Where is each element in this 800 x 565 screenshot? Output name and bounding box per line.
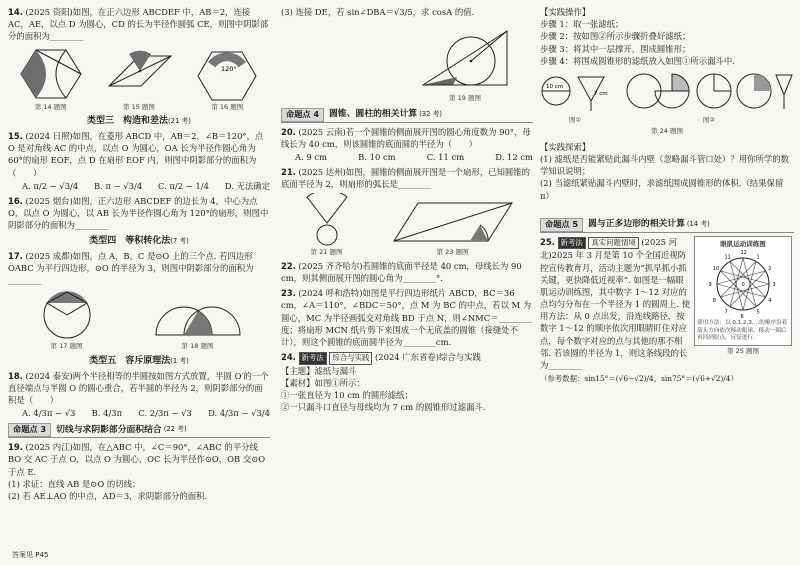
slant-label: 7 cm [594, 90, 608, 97]
question-text: 若圆锥的底面半径是 40 cm，母线长为 90 cm，则其侧面展开图的圆心角为________°. [281, 260, 522, 284]
question-23 [281, 287, 533, 348]
figure-18 [152, 289, 244, 351]
question-text: 综合与实践 [439, 352, 481, 363]
topic-count: (32 考) [419, 109, 443, 118]
option-b: B. 4/3π [91, 408, 123, 419]
option-c: C. π/2 − 1/4 [157, 180, 209, 191]
question-source: (2025 齐齐哈尔) [298, 260, 363, 271]
question-19-part1: (1) 求证：直线 AB 是⊙O 的切线； [8, 478, 141, 489]
question-22 [281, 260, 533, 284]
question-text: 如图，在△ABC 中，∠C＝90°，∠ABC 的平分线 BO 交 AC 于点 O，以点 O 为圆心，OC 长为半径作⊙O，OB 交⊙O 于点 E. [8, 442, 266, 477]
question-source: (2024 广东省卷) [375, 352, 440, 363]
topic-count: (14 考) [686, 219, 710, 228]
question-19 [8, 441, 270, 502]
type-title: 类型四 等积转化法 [89, 235, 171, 246]
topic-title: 切线与求阴影部分面积结合 [56, 424, 162, 435]
explore-heading: 【实践探索】 [540, 141, 591, 152]
type3-heading [8, 115, 270, 128]
question-number: 17. [8, 250, 23, 261]
topic-label: 命题点 4 [281, 108, 324, 122]
new-method-tag: 新考法 [299, 352, 327, 365]
question-14 [8, 6, 270, 43]
figure-21 [297, 193, 357, 257]
topic-label: 命题点 3 [8, 423, 51, 437]
clock-number: 8 [712, 298, 716, 305]
topic-count: (22 考) [163, 425, 187, 434]
question-number: 18. [8, 370, 23, 381]
hexagon-arc-diagram [16, 46, 86, 102]
topic4-heading [281, 108, 533, 123]
clock-number: 4 [768, 298, 772, 305]
clock-number: 7 [724, 309, 728, 316]
figure-caption: 第 16 题图 [211, 102, 244, 111]
box-note: 使用方法：以 0,1,2,3,…的顺序沿着箭头方向依次移动眼球，移动一圈后再回到原点，反复进行. [697, 320, 788, 342]
option-b: B. 10 cm [358, 151, 396, 162]
topic3-heading [8, 423, 270, 438]
figure-row-24 [540, 69, 794, 125]
question-21 [281, 166, 533, 190]
question-15 [8, 130, 270, 192]
clock-number: 9 [708, 282, 712, 289]
figure-24-caption: 第 24 题图 [651, 127, 683, 136]
option-c: C. 11 cm [426, 151, 465, 162]
parallelogram-sector-diagram [388, 197, 518, 247]
material-item-2: ②一只漏斗口直径与母线均为 7 cm 的圆锥形过滤漏斗. [281, 402, 486, 413]
topic-title: 圆锥、圆柱的相关计算 [329, 109, 418, 120]
question-number: 25. [540, 236, 555, 247]
material-line: 【素材】如图①所示： [281, 378, 365, 389]
figure-15 [101, 46, 177, 112]
figure-caption: 图② [702, 115, 716, 124]
explore-q1: (1) 滤纸是否能紧贴此漏斗内壁（忽略漏斗管口处）？用你所学的数学知识说明； [540, 153, 790, 177]
clock-number: 2 [768, 266, 772, 273]
type-count: (1 考) [170, 356, 189, 365]
hexagon-sector-diagram [192, 46, 262, 102]
figure-14 [16, 46, 86, 112]
question-16 [8, 195, 270, 232]
topic-label: 命题点 5 [540, 218, 583, 232]
question-19-part2: (2) 若 AE⊥AO 的中点，AD＝3，求阴影部分的面积. [8, 491, 208, 501]
angle-label: 120° [221, 64, 237, 73]
two-semicircles-diagram [152, 289, 244, 341]
eye-training-clock [697, 249, 789, 319]
figure-row-21-23 [281, 193, 533, 257]
box-title: 眼肌运动训练图 [720, 239, 766, 248]
question-text: 如图，在正六边形 ABCDEF 中，AB＝2，连接 AC，AE，以点 D 为圆心，CD 的长为半径作圆弧 CE，则图中阴影部分的面积为________ [8, 7, 269, 42]
question-text: 2025 年 3 月是第 10 个全国近视防控宣传教育月，活动主题为“抓早抓小抓关键，更快降低近视率”. 如图是一幅眼肌运动训练图，其中数字 1～12 对应的点均匀分布在一个半径为 1 的圆周上. 使用方法：从 0 点出发，沿连线路径，按数字 1～12 的顺序依次用眼睛盯住对应点，每个数字对应的点与其他的那不相邻. 若该圆的半径为 1，则这条线段的长为________ [540, 250, 690, 371]
clock-number: 1 [756, 254, 760, 261]
figure-caption: 第 19 题图 [449, 94, 481, 103]
question-text: 如图是平行四边形纸片 ABCD，BC＝36 cm，∠A＝110°，∠BDC＝50°，点 M 为 BC 的中点，若以 M 为圆心，MC 为半径画弧交对角线 BD 于点 N，则∠NMC＝________度；将扇形 MCN 纸片剪下来围成一个无底盖的圆锥（接缝处不计），则这个圆锥的底面圆半径为________cm. [281, 288, 533, 347]
question-25-wrap [540, 236, 794, 375]
step-4: 步骤 4：将围成圆锥形的滤纸放入如图①所示漏斗中. [540, 55, 735, 66]
question-25-reference: （参考数据：sin15°＝(√6−√2)/4，sin75°＝(√6+√2)/4） [540, 374, 738, 384]
topic5-heading [540, 218, 794, 233]
figure-caption: 第 17 题图 [50, 342, 83, 351]
figure-17 [35, 289, 99, 351]
step-2: 步骤 2：按如图②所示步骤折叠好滤纸； [540, 31, 691, 42]
practice-tag: 综合与实践 [329, 352, 372, 365]
option-b: B. π − √3/4 [94, 180, 143, 191]
filter-paper-funnel-diagram [540, 69, 610, 115]
type-title: 类型五 容斥原理法 [89, 355, 171, 366]
figure-caption: 图① [568, 115, 582, 124]
question-source: (2024 日照) [25, 131, 73, 142]
column-left [8, 6, 270, 505]
question-text: 两个半径相等的半圆按如图方式放置，半圆 O′的一个直径端点与半圆 O 的圆心重合，若半圆的半径为 2，则阴影部分的面积是（ ） [8, 370, 269, 405]
clock-number: 12 [740, 250, 747, 257]
question-number: 24. [281, 352, 296, 363]
cone-net-diagram [297, 193, 357, 247]
material-item-1: ①一张直径为 10 cm 的圆形滤纸； [281, 390, 413, 401]
column-right [540, 6, 794, 385]
question-text: 若一个圆锥的侧面展开图的圆心角度数为 90°，母线长为 40 cm，则该圆锥的底面圆的半径为（ ） [281, 126, 531, 149]
clock-number: 11 [724, 254, 731, 261]
figure-23 [388, 197, 518, 257]
question-source: (2025 云南) [298, 126, 346, 137]
type5-heading [8, 355, 270, 368]
question-source: (2025 成都) [25, 250, 73, 261]
figure-caption: 第 14 题图 [34, 102, 67, 111]
question-17 [8, 250, 270, 287]
question-source: (2024 呼和浩特) [298, 288, 363, 299]
figure-row-14-16 [8, 46, 270, 112]
figure-caption: 第 23 题图 [436, 248, 469, 257]
options-15 [8, 180, 270, 192]
page-footer: 答案见 P45 [12, 550, 49, 559]
figure-24-1 [540, 69, 610, 125]
question-25 [540, 236, 690, 372]
real-scenario-tag: 真实问题情境 [588, 237, 638, 250]
question-source: (2024 泰安) [25, 370, 73, 381]
question-19-part3: (3) 连接 DE，若 sin∠DBA＝√3/5，求 cosA 的值. [281, 7, 475, 17]
clock-number: 3 [772, 282, 776, 289]
question-number: 22. [281, 260, 296, 271]
clock-number: 5 [756, 309, 760, 316]
figure-row-19 [281, 21, 533, 103]
question-24 [281, 351, 533, 413]
type-title: 类型三 构造和差法 [87, 115, 169, 126]
eye-training-box [694, 236, 792, 346]
clock-center-number: 0 [741, 282, 745, 289]
option-a: A. 9 cm [295, 151, 327, 162]
clock-number: 10 [712, 266, 720, 273]
options-20 [281, 151, 533, 163]
circle-parallelogram-diagram [35, 289, 99, 341]
option-a: A. π/2 − √3/4 [22, 180, 79, 191]
question-text: 如图，在菱形 ABCD 中，AB＝2，∠B＝120°，点 O 是对角线 AC 的中点，以点 O 为圆心，OA 长为半径作圆心角为 60°的扇形 EOF，点 D 在扇形 EOF 内，则图中阴影部分的面积为（ ） [8, 131, 264, 178]
question-source: (2025 资阳) [25, 7, 73, 17]
figure-25 [694, 236, 792, 375]
question-number: 23. [281, 288, 296, 299]
type4-heading [8, 235, 270, 248]
question-18 [8, 370, 270, 420]
figure-caption: 第 21 题图 [310, 248, 343, 257]
column-middle [281, 6, 533, 417]
triangle-circle-diagram [417, 21, 513, 93]
step-1: 步骤 1：取一张滤纸； [540, 19, 624, 30]
question-number: 19. [8, 442, 23, 453]
question-number: 21. [281, 167, 296, 178]
question-number: 15. [8, 131, 23, 142]
explore-q2: (2) 当滤纸紧贴漏斗内壁时，求滤纸围成圆锥形的体积.（结果保留 π） [540, 178, 784, 201]
clock-number: 6 [740, 314, 744, 320]
type-count: (21 考) [168, 116, 191, 125]
question-source: (2025 内江) [25, 442, 73, 453]
question-text: 如图，圆锥的侧面展开图是一个扇形，已知圆锥的底面半径为 2，则扇形的弧长是________ [281, 167, 531, 190]
theme-line: 【主题】滤纸与漏斗 [281, 365, 357, 376]
option-d: D. 4/3π − √3/4 [208, 408, 270, 419]
option-d: D. 12 cm [495, 151, 533, 162]
option-d: D. 无法确定 [224, 180, 270, 191]
type-count: (7 考) [170, 236, 189, 245]
rhombus-sector-diagram [101, 46, 177, 102]
question-number: 20. [281, 126, 296, 137]
figure-24-2 [624, 69, 794, 125]
figure-caption: 第 18 题图 [181, 342, 214, 351]
question-number: 14. [8, 7, 23, 17]
option-c: C. 2/3π − √3 [138, 408, 192, 419]
question-source: (2025 河北) [540, 236, 678, 261]
practice-heading: 【实践操作】 [540, 7, 591, 17]
figure-16 [192, 46, 262, 112]
question-text: 如图，正六边形 ABCDEF 的边长为 4，中心为点 O，以点 O 为圆心，以 AB 长为半径作圆心角为 120°的扇形，则图中阴影部分的面积为________ [8, 195, 269, 231]
option-a: A. 4/3π − √3 [22, 408, 76, 419]
step-3: 步骤 3：将其中一层撑开，围成圆锥形； [540, 43, 691, 54]
figure-row-17-18 [8, 289, 270, 351]
question-source: (2025 达州) [298, 167, 346, 178]
diameter-label: 10 cm [546, 83, 564, 90]
figure-caption: 第 15 题图 [123, 102, 155, 111]
new-method-tag: 新考法 [558, 237, 586, 250]
question-number: 16. [8, 195, 23, 206]
question-source: (2025 烟台) [25, 195, 73, 206]
question-text: 如图，点 A，B，C 是⊙O 上的三个点. 若四边形 OABC 为平行四边形，⊙O 的半径为 3，则图中阴影部分的面积为________ [8, 250, 254, 285]
figure-19 [417, 21, 513, 103]
question-20 [281, 126, 533, 164]
figure-caption: 第 25 题图 [727, 346, 759, 355]
topic-title: 圆与正多边形的相关计算 [588, 219, 685, 230]
folding-steps-diagram [624, 69, 794, 115]
options-18 [8, 407, 270, 419]
